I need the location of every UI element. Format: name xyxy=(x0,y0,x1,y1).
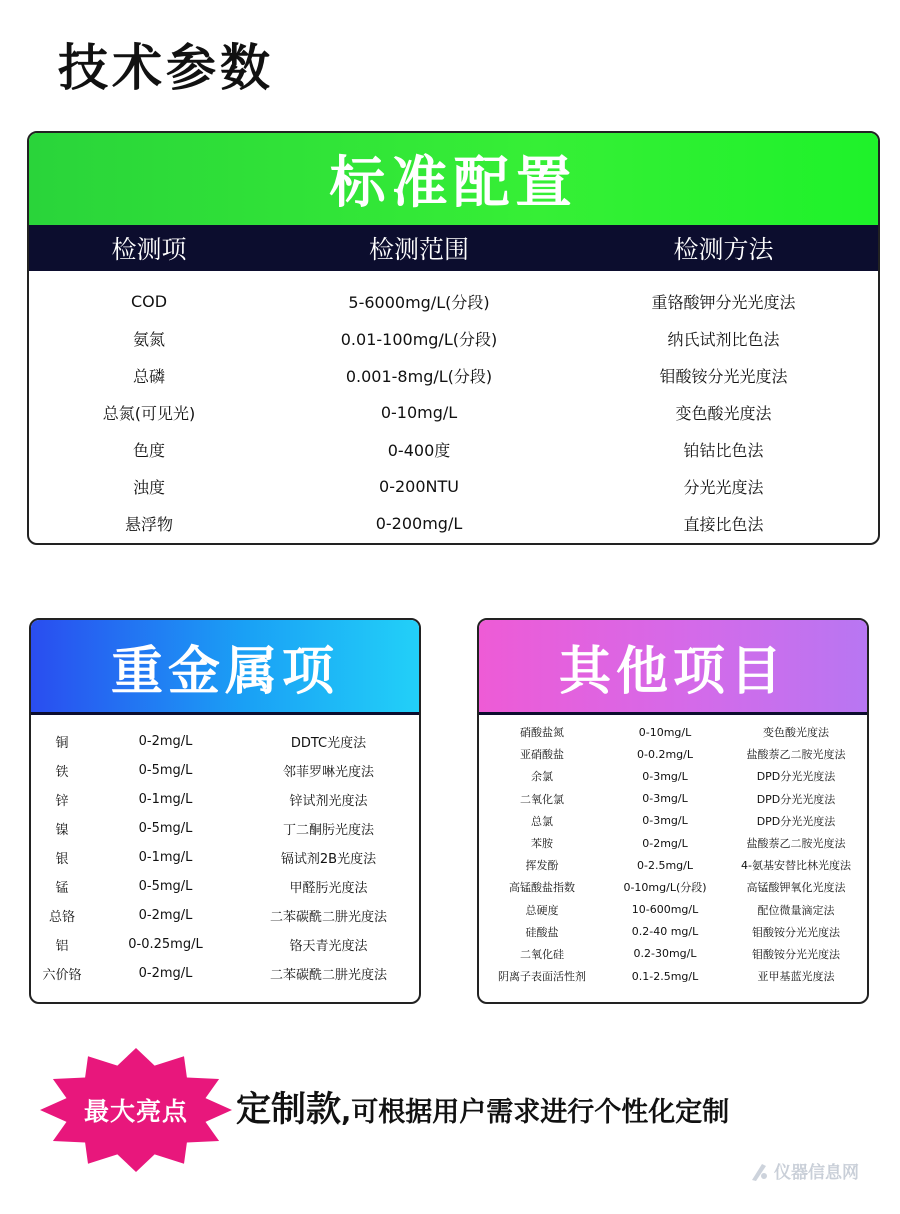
cell-method: DDTC光度法 xyxy=(290,736,367,751)
standard-config-title: 标准配置 xyxy=(329,151,578,216)
cell-method: 亚甲基蓝光度法 xyxy=(757,970,835,984)
table-row xyxy=(29,394,878,431)
cell-item: 硝酸盐氮 xyxy=(520,726,564,740)
cell-method: 二苯碳酰二肼光度法 xyxy=(269,910,387,925)
cell-method: 邻菲罗啉光度法 xyxy=(282,765,374,780)
cell-item: 浊度 xyxy=(132,478,165,497)
cell-range: 0-10mg/L xyxy=(638,725,692,739)
cell-range: 0.2-40 mg/L xyxy=(631,925,699,939)
cell-item: 总硬度 xyxy=(525,903,559,917)
table-row xyxy=(479,721,867,743)
other-items-card xyxy=(477,618,869,1004)
cell-item: 六价铬 xyxy=(42,968,82,983)
cell-method: 镉试剂2B光度法 xyxy=(280,852,377,867)
cell-item: COD xyxy=(130,292,168,311)
cell-range: 0-5mg/L xyxy=(138,879,193,894)
header-range: 检测范围 xyxy=(368,235,469,264)
other-items-table xyxy=(479,715,867,987)
watermark xyxy=(748,1158,859,1183)
heavy-metals-banner xyxy=(31,620,419,715)
cell-range: 0.2-30mg/L xyxy=(633,947,697,961)
cell-range: 10-600mg/L xyxy=(631,903,699,917)
page-title: 技术参数 xyxy=(58,39,274,97)
cell-item: 悬浮物 xyxy=(124,515,173,534)
cell-method: 甲醛肟光度法 xyxy=(289,881,368,896)
cell-range: 0-2mg/L xyxy=(138,734,193,749)
cell-method: DPD分光光度法 xyxy=(756,792,836,806)
cell-range: 0-2mg/L xyxy=(642,836,688,850)
cell-method: 变色酸光度法 xyxy=(675,404,772,423)
cell-range: 0-0.2mg/L xyxy=(637,747,693,761)
cell-range: 0-5mg/L xyxy=(138,763,193,778)
cell-range: 0-2mg/L xyxy=(138,966,193,981)
cell-item: 挥发酚 xyxy=(525,859,559,873)
cell-item: 锌 xyxy=(55,794,69,809)
table-row xyxy=(479,965,867,987)
cell-item: 银 xyxy=(55,852,69,867)
table-row xyxy=(479,743,867,765)
cell-method: 丁二酮肟光度法 xyxy=(282,823,374,838)
cell-method: 钼酸铵分光光度法 xyxy=(659,367,788,386)
table-row xyxy=(479,765,867,787)
cell-item: 镍 xyxy=(55,823,69,838)
cell-range: 0-10mg/L xyxy=(380,403,458,422)
cell-range: 0-0.25mg/L xyxy=(128,937,203,952)
cell-item: 总氯 xyxy=(531,814,553,828)
table-row xyxy=(31,930,419,959)
highlight-rest-text: ,可根据用户需求进行个性化定制 xyxy=(341,1097,730,1128)
watermark-text: 仪器信息网 xyxy=(774,1163,859,1183)
table-row xyxy=(479,943,867,965)
table-row xyxy=(31,959,419,988)
cell-item: 亚硝酸盐 xyxy=(520,748,564,762)
cell-method: 纳氏试剂比色法 xyxy=(667,330,780,349)
table-row xyxy=(31,727,419,756)
cell-method: 变色酸光度法 xyxy=(763,726,829,740)
table-row xyxy=(479,876,867,898)
standard-table-body xyxy=(29,271,878,542)
cell-item: 硅酸盐 xyxy=(525,925,559,939)
cell-method: 盐酸萘乙二胺光度法 xyxy=(746,748,846,762)
cell-range: 0-1mg/L xyxy=(138,792,193,807)
cell-method: 重铬酸钾分光光度法 xyxy=(651,293,796,312)
cell-range: 0.001-8mg/L(分段) xyxy=(345,367,493,386)
table-row xyxy=(29,505,878,542)
cell-method: DPD分光光度法 xyxy=(756,770,836,784)
table-row xyxy=(479,899,867,921)
table-row xyxy=(31,843,419,872)
cell-item: 总铬 xyxy=(48,910,75,925)
watermark-logo-icon xyxy=(748,1160,770,1182)
cell-method: 4-氨基安替比林光度法 xyxy=(741,859,851,873)
other-items-banner xyxy=(479,620,867,715)
cell-method: 铂钴比色法 xyxy=(683,441,764,460)
cell-method: 直接比色法 xyxy=(683,515,764,534)
cell-item: 余氯 xyxy=(531,770,553,784)
cell-range: 0-3mg/L xyxy=(642,792,688,806)
header-method: 检测方法 xyxy=(673,235,774,264)
cell-method: 钼酸铵分光光度法 xyxy=(752,925,840,939)
cell-method: 盐酸萘乙二胺光度法 xyxy=(746,837,846,851)
cell-item: 二氧化硅 xyxy=(520,947,564,961)
cell-item: 锰 xyxy=(55,881,69,896)
highlight-strong-text: 定制款 xyxy=(236,1090,342,1130)
table-row xyxy=(29,431,878,468)
heavy-metals-title: 重金属项 xyxy=(110,641,339,702)
cell-item: 总磷 xyxy=(132,367,165,386)
table-row xyxy=(479,854,867,876)
cell-range: 0.01-100mg/L(分段) xyxy=(340,330,498,349)
cell-item: 色度 xyxy=(132,441,165,460)
standard-config-card xyxy=(27,131,880,545)
cell-method: 高锰酸钾氧化光度法 xyxy=(746,881,846,895)
cell-item: 总氮(可见光) xyxy=(102,404,196,423)
cell-item: 铁 xyxy=(55,765,69,780)
cell-item: 阴离子表面活性剂 xyxy=(498,970,586,984)
table-row xyxy=(29,320,878,357)
cell-range: 0-2mg/L xyxy=(138,908,193,923)
table-row xyxy=(31,872,419,901)
table-row xyxy=(29,468,878,505)
cell-method: 锌试剂光度法 xyxy=(289,794,368,809)
cell-range: 0-5mg/L xyxy=(138,821,193,836)
cell-method: 二苯碳酰二肼光度法 xyxy=(269,968,387,983)
table-row xyxy=(31,814,419,843)
table-row xyxy=(479,810,867,832)
cell-item: 高锰酸盐指数 xyxy=(509,881,575,895)
cell-range: 5-6000mg/L(分段) xyxy=(348,293,490,312)
standard-config-banner xyxy=(29,133,878,225)
cell-range: 0.1-2.5mg/L xyxy=(631,969,699,983)
highlight-text xyxy=(236,1082,729,1132)
table-row xyxy=(479,788,867,810)
cell-range: 0-10mg/L(分段) xyxy=(623,881,707,895)
cell-item: 二氧化氯 xyxy=(520,792,564,806)
cell-method: DPD分光光度法 xyxy=(756,814,836,828)
table-row xyxy=(479,921,867,943)
cell-range: 0-1mg/L xyxy=(138,850,193,865)
cell-method: 分光光度法 xyxy=(683,478,764,497)
cell-range: 0-200NTU xyxy=(379,477,459,496)
cell-item: 铜 xyxy=(55,736,69,751)
cell-range: 0-3mg/L xyxy=(642,814,688,828)
table-row xyxy=(31,756,419,785)
cell-item: 苯胺 xyxy=(531,837,553,851)
table-row xyxy=(29,357,878,394)
table-row xyxy=(31,785,419,814)
cell-range: 0-200mg/L xyxy=(375,514,463,533)
cell-item: 氨氮 xyxy=(132,330,165,349)
cell-method: 钼酸铵分光光度法 xyxy=(752,947,840,961)
cell-item: 铝 xyxy=(55,939,69,954)
table-row xyxy=(29,283,878,320)
table-row xyxy=(31,901,419,930)
cell-range: 0-2.5mg/L xyxy=(637,858,693,872)
heavy-metals-card xyxy=(29,618,421,1004)
other-items-title: 其他项目 xyxy=(558,641,787,702)
cell-method: 铬天青光度法 xyxy=(289,939,368,954)
header-item: 检测项 xyxy=(111,235,187,264)
standard-table-header xyxy=(29,225,878,271)
cell-range: 0-400度 xyxy=(387,441,451,460)
heavy-metals-table xyxy=(31,715,419,988)
highlight-badge-label: 最大亮点 xyxy=(83,1097,188,1126)
table-row xyxy=(479,832,867,854)
cell-method: 配位微量滴定法 xyxy=(757,903,835,917)
cell-range: 0-3mg/L xyxy=(642,769,688,783)
